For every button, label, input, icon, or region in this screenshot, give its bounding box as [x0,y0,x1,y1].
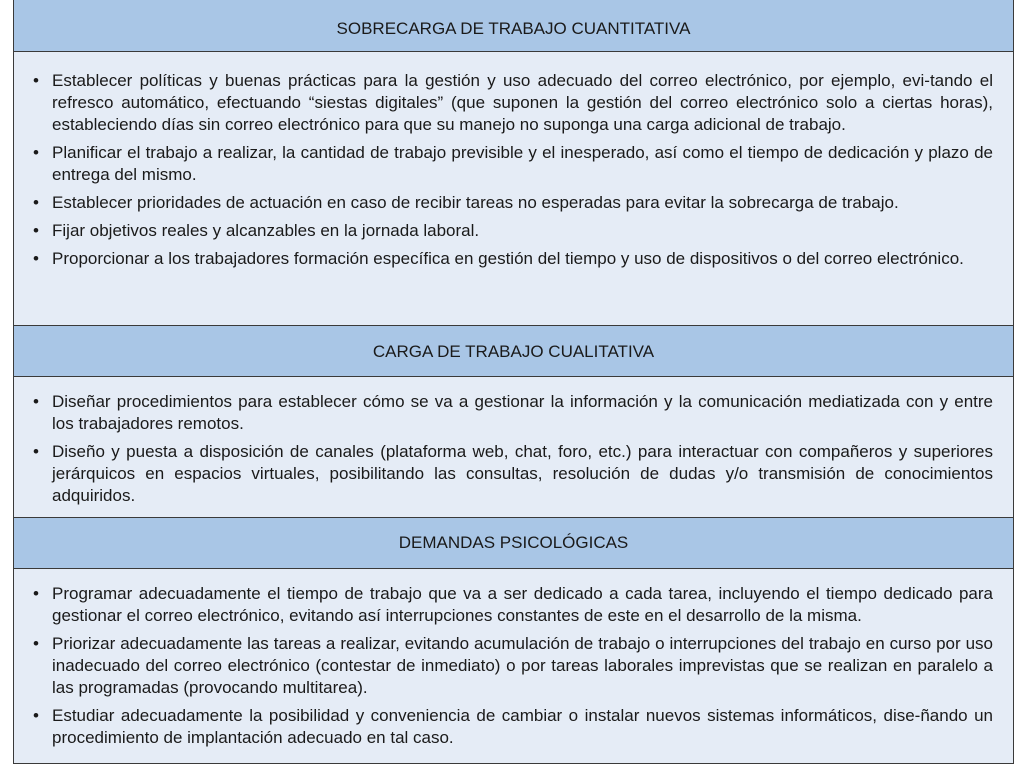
section-header-sobrecarga-cuantitativa [14,0,1013,52]
list-item: • Diseño y puesta a disposición de canales (plataforma web, chat, foro, etc.) para interactuar con compañeros y superiores jerárquicos en espacios virtuales, posibilitando las consultas, resolución de dudas y/o transmisión de conocimientos adquiridos. [14,441,1013,507]
section-title: CARGA DE TRABAJO CUALITATIVA [372,342,655,361]
list-item: • Priorizar adecuadamente las tareas a realizar, evitando acumulación de trabajo o interrupciones del trabajo en curso por uso inadecuado del correo electrónico (contestar de inmediato) o por tareas laborales imprevistas que se realizan en paralelo a las programadas (provocando multitarea). [14,633,1013,699]
list-item: • Programar adecuadamente el tiempo de trabajo que va a ser dedicado a cada tarea, incluyendo el tiempo dedicado para gestionar el correo electrónico, evitando así interrupciones constantes de este en el desarrollo de la misma. [14,583,1013,627]
section-body-carga-cualitativa [14,377,1013,517]
bullet-list [14,70,1013,270]
list-item: • Establecer prioridades de actuación en caso de recibir tareas no esperadas para evitar la sobrecarga de trabajo. [14,192,1013,214]
list-item: • Planificar el trabajo a realizar, la cantidad de trabajo previsible y el inesperado, así como el tiempo de dedicación y plazo de entrega del mismo. [14,142,1013,186]
list-item: • Diseñar procedimientos para establecer cómo se va a gestionar la información y la comunicación mediatizada con y entre los trabajadores remotos. [14,391,1013,435]
bullet-list [14,583,1013,749]
measures-table [13,0,1014,764]
list-item: • Fijar objetivos reales y alcanzables en la jornada laboral. [14,220,1013,242]
list-item: • Establecer políticas y buenas prácticas para la gestión y uso adecuado del correo electrónico, por ejemplo, evi-tando el refresco automático, efectuando “siestas digitales” (que suponen la gestión del correo electrónico solo a ciertas horas), estableciendo días sin correo electrónico para que su manejo no suponga una carga adicional de trabajo. [14,70,1013,136]
section-header-carga-cualitativa [14,325,1013,377]
section-header-demandas-psicologicas [14,517,1013,569]
bullet-list [14,391,1013,507]
list-item: • Estudiar adecuadamente la posibilidad y conveniencia de cambiar o instalar nuevos sistemas informáticos, dise-ñando un procedimiento de implantación adecuado en tal caso. [14,705,1013,749]
section-title: SOBRECARGA DE TRABAJO CUANTITATIVA [336,19,691,38]
section-body-sobrecarga-cuantitativa [14,52,1013,325]
section-title: DEMANDAS PSICOLÓGICAS [398,533,629,552]
list-item: • Proporcionar a los trabajadores formación específica en gestión del tiempo y uso de dispositivos o del correo electrónico. [14,248,1013,270]
section-body-demandas-psicologicas [14,569,1013,763]
